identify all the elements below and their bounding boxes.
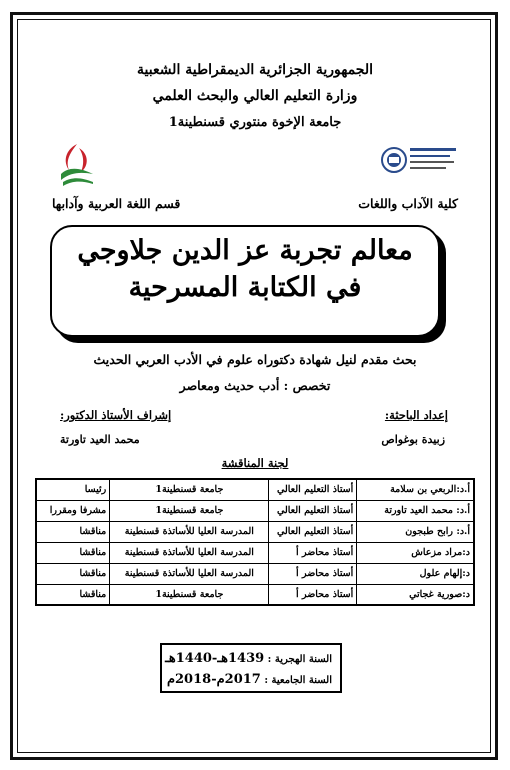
member-role: مناقشا: [36, 584, 110, 605]
member-rank: أستاذ محاضر أ: [269, 563, 357, 584]
member-role: مناقشا: [36, 542, 110, 563]
table-row: [36, 479, 474, 500]
member-role: رئيسا: [36, 479, 110, 500]
table-row: [36, 563, 474, 584]
table-row: [36, 584, 474, 605]
specialty: تخصص : أدب حديث ومعاصر: [179, 378, 331, 393]
table-row: [36, 521, 474, 542]
university-logo-icon: [380, 138, 460, 184]
hijri-year-value: 1439هـ-1440هـ: [165, 651, 265, 666]
faculty-logo-icon: [55, 140, 99, 188]
member-institution: المدرسة العليا للأساتذة قسنطينة: [110, 542, 269, 563]
member-rank: أستاذ التعليم العالي: [269, 521, 357, 542]
member-institution: جامعة قسنطينة1: [110, 479, 269, 500]
university-name: جامعة الإخوة منتوري قسنطينة1: [168, 115, 342, 130]
member-rank: أستاذ محاضر أ: [269, 584, 357, 605]
academic-year-line: [167, 672, 332, 687]
degree-statement: بحث مقدم لنيل شهادة دكتوراه علوم في الأدب العربي الحديث: [93, 352, 417, 367]
researcher-name: زبيدة بوغواص: [381, 433, 445, 446]
thesis-title-line1: معالم تجربة عز الدين جلاوجي: [77, 235, 413, 266]
republic-name: الجمهورية الجزائرية الديمقراطية الشعبية: [136, 62, 373, 78]
member-role: مناقشا: [36, 563, 110, 584]
table-row: [36, 542, 474, 563]
member-institution: المدرسة العليا للأساتذة قسنطينة: [110, 521, 269, 542]
committee-title: لجنة المناقشة: [221, 456, 289, 470]
member-name: أ.د:الربعي بن سلامة: [357, 479, 474, 500]
member-rank: أستاذ محاضر أ: [269, 542, 357, 563]
thesis-title-line2: في الكتابة المسرحية: [128, 272, 362, 303]
hijri-year-label: السنة الهجرية :: [267, 654, 332, 665]
member-name: د:إلهام علول: [357, 563, 474, 584]
thesis-title-box: [50, 225, 440, 337]
member-institution: المدرسة العليا للأساتذة قسنطينة: [110, 563, 269, 584]
member-role: مناقشا: [36, 521, 110, 542]
faculty-name: كلية الآداب واللغات: [358, 196, 458, 211]
supervisor-label: إشراف الأستاذ الدكتور:: [60, 408, 172, 422]
member-name: د:مراد مزعاش: [357, 542, 474, 563]
member-name: د:صورية غجاتي: [357, 584, 474, 605]
hijri-year-line: [165, 651, 332, 666]
table-row: [36, 500, 474, 521]
academic-year-label: السنة الجامعية :: [264, 675, 332, 686]
member-name: أ.د: رابح طبجون: [357, 521, 474, 542]
supervisor-name: محمد العيد تاورتة: [60, 433, 140, 446]
member-role: مشرفا ومقررا: [36, 500, 110, 521]
member-institution: جامعة قسنطينة1: [110, 584, 269, 605]
member-name: أ.د: محمد العيد تاورتة: [357, 500, 474, 521]
member-institution: جامعة قسنطينة1: [110, 500, 269, 521]
department-name: قسم اللغة العربية وآدابها: [52, 196, 181, 211]
ministry-name: وزارة التعليم العالي والبحث العلمي: [152, 88, 358, 104]
member-rank: أستاذ التعليم العالي: [269, 479, 357, 500]
academic-years-box: [160, 643, 342, 693]
member-rank: أستاذ التعليم العالي: [269, 500, 357, 521]
academic-year-value: 2017م-2018م: [166, 672, 261, 687]
prepared-by-label: إعداد الباحثة:: [384, 408, 448, 422]
committee-table: [35, 478, 475, 606]
